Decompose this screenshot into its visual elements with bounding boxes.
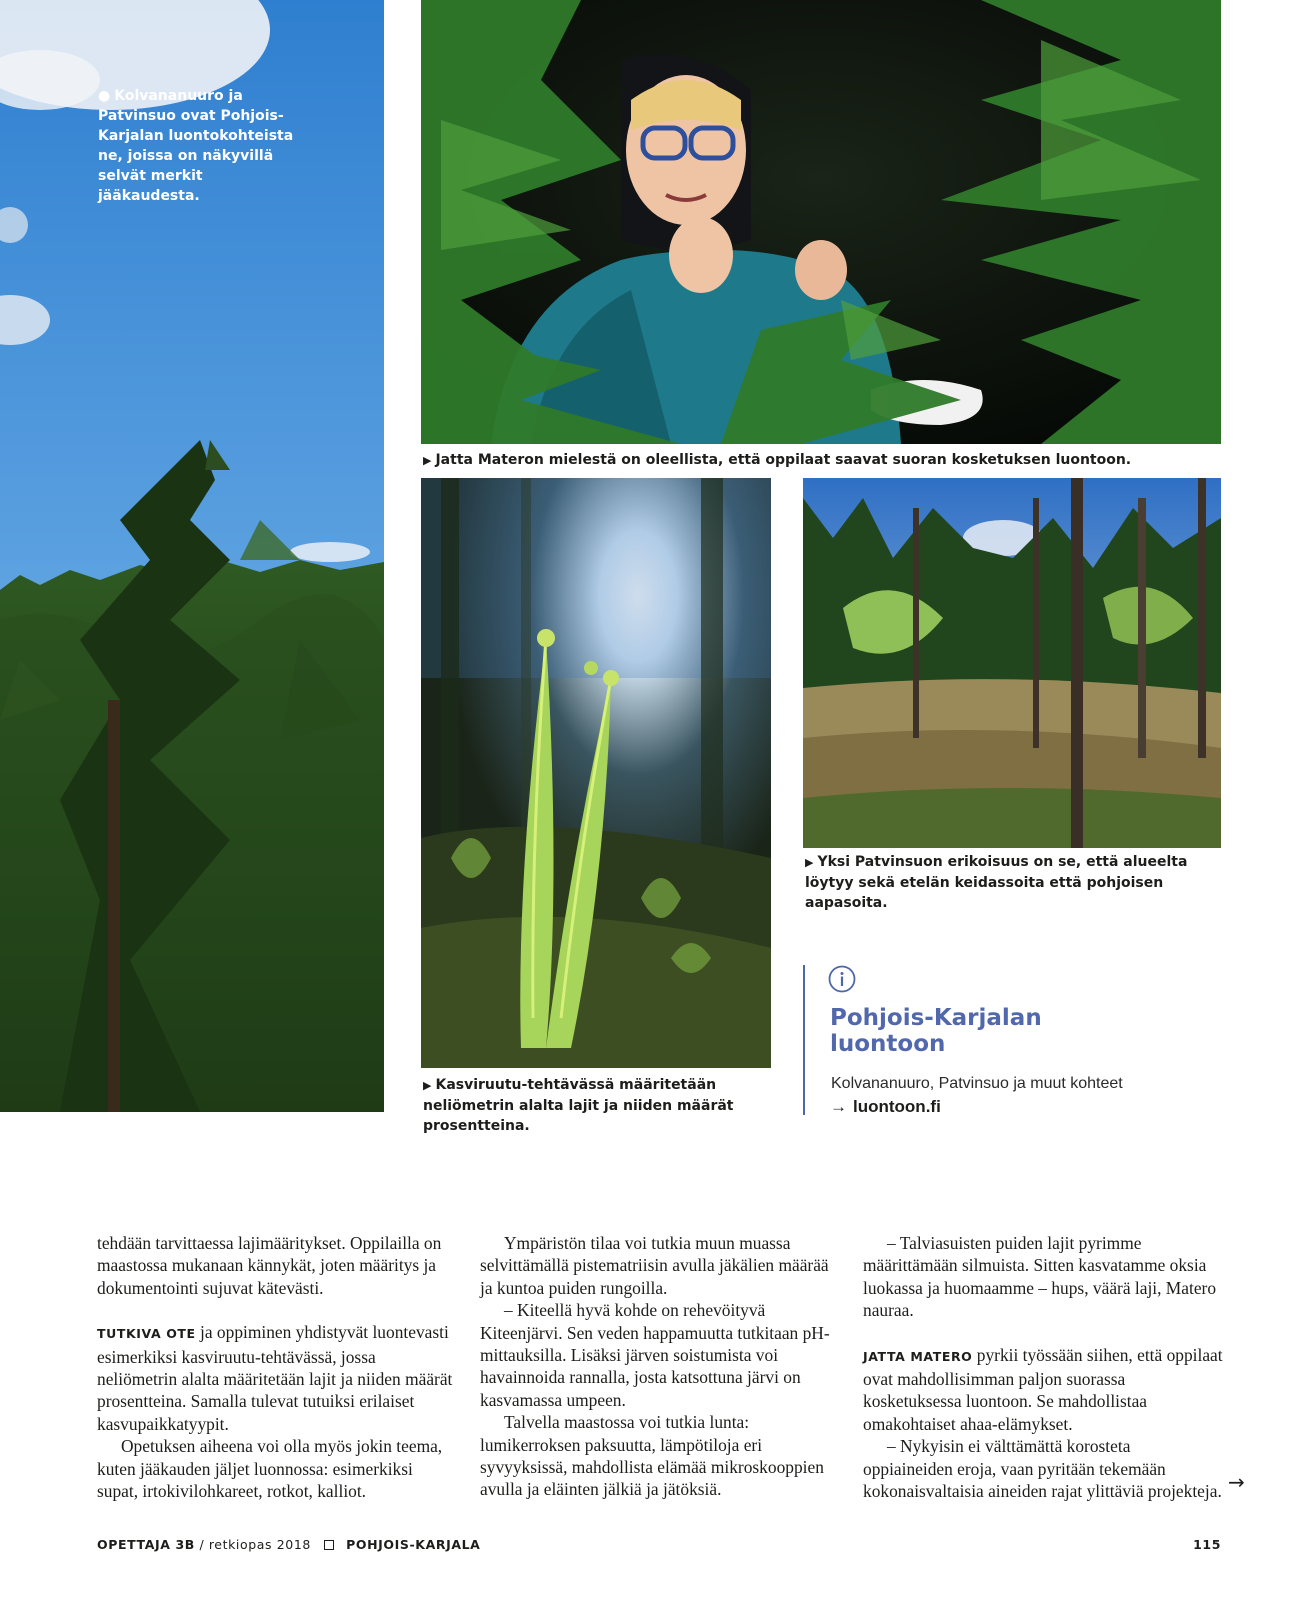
triangle-right-icon: ▶ bbox=[805, 856, 814, 869]
paragraph: TUTKIVA OTE ja oppiminen yhdistyvät luontevasti esimerkiksi kasviruutu-tehtävässä, jossa neliömetrin alalta määritetään lajit ja niiden määrät prosentteina. Samalla tulevat tutuiksi erilaiset kasvupaikkatyypit. bbox=[97, 1322, 453, 1434]
issue-label: / retkiopas 2018 bbox=[199, 1537, 311, 1552]
section-name: POHJOIS-KARJALA bbox=[346, 1537, 481, 1552]
info-icon bbox=[828, 965, 856, 993]
arrow-right-icon: → bbox=[830, 1097, 847, 1116]
photo-jatta-matero bbox=[421, 0, 1221, 444]
lead-in: JATTA MATERO bbox=[863, 1348, 973, 1364]
photo-patvinsuo-bog bbox=[803, 478, 1221, 848]
continue-arrow-icon: → bbox=[1228, 1470, 1245, 1494]
photo-fern-backlit bbox=[421, 478, 771, 1068]
paragraph: – Kiteellä hyvä kohde on rehevöityvä Kiteenjärvi. Sen veden happamuutta tutkitaan pH-mittauksilla. Lisäksi järven soistumista voi havainnoida rannalla, josta katsottuna järvi on kasvamassa umpeen. bbox=[480, 1300, 830, 1410]
paragraph: Talvella maastossa voi tutkia lunta: lumikerroksen paksuutta, lämpötiloja eri syvyyksissä, mahdollista elämää mikroskooppien avulla ja eläinten jälkiä ja jätöksiä. bbox=[480, 1412, 824, 1500]
magazine-name: OPETTAJA 3B bbox=[97, 1537, 195, 1552]
info-description: Kolvananuuro, Patvinsuo ja muut kohteet bbox=[831, 1075, 1123, 1092]
paragraph: Opetuksen aiheena voi olla myös jokin teema, kuten jääkauden jäljet luonnossa: esimerkiksi supat, irtokivilohkareet, rotkot, kalliot. bbox=[97, 1436, 443, 1502]
page-number: 115 bbox=[1193, 1537, 1221, 1552]
text-column-1 bbox=[97, 1232, 457, 1502]
paragraph: – Talviasuisten puiden lajit pyrimme määrittämään silmuista. Sitten kasvatamme oksia luokassa ja huomaamme – hups, väärä laji, Matero nauraa. bbox=[863, 1233, 1217, 1321]
paragraph: tehdään tarvittaessa lajimääritykset. Oppilailla on maastossa mukanaan kännykät, joten määritys ja dokumentointi sujuvat kätevästi. bbox=[97, 1233, 442, 1298]
triangle-right-icon: ▶ bbox=[423, 454, 432, 467]
text-column-3 bbox=[863, 1232, 1223, 1502]
caption-left-photo: ● Kolvananuuro ja Patvinsuo ovat Pohjois-Karjalan luontokohteista ne, joissa on näkyvillä selvät merkit jääkaudesta. bbox=[98, 88, 294, 204]
text-column-2 bbox=[480, 1232, 840, 1501]
triangle-right-icon: ▶ bbox=[423, 1079, 432, 1092]
caption-woman-photo: ▶ Jatta Materon mielestä on oleellista, että oppilaat saavat suoran kosketuksen luontoon. bbox=[423, 452, 1132, 468]
info-link[interactable]: → luontoon.fi bbox=[830, 1097, 941, 1116]
paragraph: Ympäristön tilaa voi tutkia muun muassa selvittämällä pistematriisin avulla jäkälien määrää ja kuntoa puiden rungoilla. bbox=[480, 1233, 829, 1298]
caption-fern-photo: ▶ Kasviruutu-tehtävässä määritetään neliömetrin alalta lajit ja niiden määrät prosentteina. bbox=[423, 1077, 734, 1134]
caption-bog-photo: ▶ Yksi Patvinsuon erikoisuus on se, että alueelta löytyy sekä etelän keidassoita että pohjoisen aapasoita. bbox=[805, 854, 1188, 911]
bullet-dot-icon: ● bbox=[98, 88, 111, 104]
paragraph: – Nykyisin ei välttämättä korosteta oppiaineiden eroja, vaan pyritään tekemään kokonaisvaltaisia aineiden rajat ylittäviä projekteja. bbox=[863, 1436, 1222, 1502]
info-box bbox=[803, 965, 1225, 1115]
lead-in: TUTKIVA OTE bbox=[97, 1326, 196, 1342]
square-separator-icon bbox=[324, 1540, 334, 1550]
page-footer bbox=[97, 1535, 1221, 1555]
paragraph: JATTA MATERO pyrkii työssään siihen, että oppilaat ovat mahdollisimman paljon suorassa kosketuksessa luontoon. Se mahdollistaa omakohtaiset ahaa-elämykset. bbox=[863, 1344, 1223, 1434]
info-title: Pohjois-Karjalan luontoon bbox=[830, 1005, 1042, 1057]
